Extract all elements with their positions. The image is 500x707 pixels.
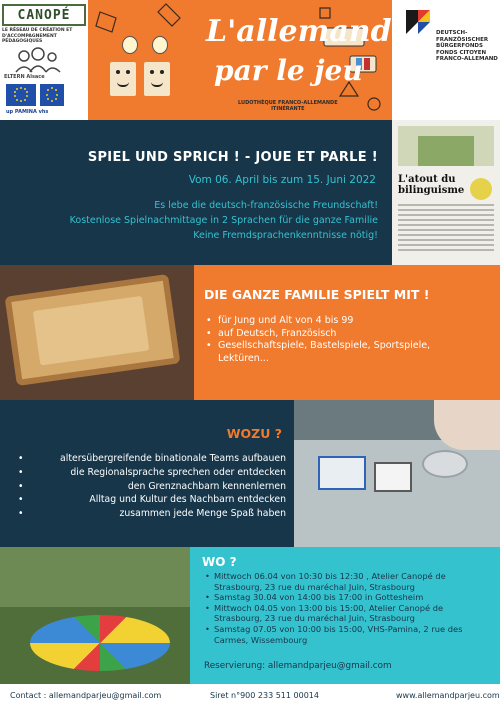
wo-list [204,571,494,645]
partner-logos-left [0,0,88,120]
list-item-continuation: Lektüren... [218,352,269,364]
fonds-logo [392,0,500,120]
eltern-logo-icon [10,44,66,74]
family-section [194,265,500,400]
eu-flag-icon [6,84,36,106]
crafting-table-photo [294,400,500,547]
fonds-line: DEUTSCH- [436,30,468,36]
wozu-title: WOZU ? [226,426,282,441]
container-icon [318,456,366,490]
contact-email[interactable]: Contact : allemandparjeu@gmail.com [10,691,162,700]
bowl-icon [422,450,468,478]
list-item: • die Regionalsprache sprechen oder entdecken [18,466,286,480]
family-list [204,315,494,365]
reservation-text: Reservierung: allemandparjeu@gmail.com [204,661,392,671]
newspaper-badge-icon [470,178,492,200]
intro-line: Es lebe die deutsch-französische Freundschaft! [154,200,378,211]
fonds-line: FRANZÖSISCHER [436,36,489,43]
list-item: • altersübergreifende binationale Teams aufbauen [18,452,286,466]
header [0,0,500,120]
eu-flag-icon [40,84,64,106]
fonds-line: FRANCO-ALLEMAND [436,56,498,62]
intro-line: Kostenlose Spielnachmittage in 2 Sprachen für die ganze Familie [69,215,378,226]
wo-title: WO ? [202,555,237,569]
smiling-pot-icon [144,62,170,96]
list-item-continuation: Strasbourg, 23 rue du maréchal Juin, Strasbourg [214,613,415,624]
wozu-section [0,400,294,547]
fonds-line: BÜRGERFONDS [436,43,483,49]
list-item: • Mittwoch 04.05 von 13:00 bis 15:00, Atelier Canopé de [204,603,494,614]
upp-logo-label: up PAMINA vhs [6,109,49,115]
hero-subtitle-line2: ITINÉRANTE [271,106,305,112]
hero-banner [88,0,392,120]
list-item: • Samstag 07.05 von 10:00 bis 15:00, VHS-Pamina, 2 rue des [204,624,494,635]
hero-subtitle [238,100,338,112]
list-item: • für Jung und Alt von 4 bis 99 [204,315,494,328]
newspaper-headline: L'atout du bilinguisme [398,174,465,196]
smiling-pot-icon [110,62,136,96]
canope-logo-text: CANOPÉ [17,7,71,23]
wooden-board-icon [5,274,181,386]
list-item: • Gesellschaftspiele, Bastelspiele, Sportspiele, [204,340,494,353]
intro-title: SPIEL UND SPRICH ! - JOUE ET PARLE ! [87,150,378,165]
family-title: DIE GANZE FAMILIE SPIELT MIT ! [204,287,430,302]
footer [0,684,500,707]
wozu-list [18,452,286,521]
list-item: • Mittwoch 06.04 von 10:30 bis 12:30 , Atelier Canopé de [204,571,494,582]
newspaper-photo [398,126,494,166]
list-item: • zusammen jede Menge Spaß haben [18,507,286,521]
list-item: • Alltag und Kultur des Nachbarn entdecken [18,493,286,507]
intro-section [0,120,392,265]
fonds-logo-icon [402,6,434,38]
website-link[interactable]: www.allemandparjeu.com [396,691,500,700]
intro-date: Vom 06. April bis zum 15. Juni 2022 [188,174,376,186]
canope-tagline: LE RÉSEAU DE CRÉATION ET D'ACCOMPAGNEMENT PÉDAGOGIQUES [2,28,73,44]
hero-title-line2: par le jeu [214,54,363,87]
container-icon [374,462,412,492]
canope-logo [2,4,86,26]
intro-line: Keine Fremdsprachenkenntnisse nötig! [193,230,378,241]
hero-title-line1: L'allemand [206,14,392,49]
fonds-logo-text [436,30,498,63]
list-item-continuation: Strasbourg, 23 rue du maréchal Juin, Strasbourg [214,581,415,592]
parachute-icon [30,615,170,671]
list-item: • auf Deutsch, Französisch [204,328,494,341]
parachute-game-photo [0,547,190,684]
list-item-continuation: Carmes, Wissembourg [214,634,308,645]
bulb-icon [122,36,138,54]
board-game-photo [0,265,194,400]
bulb-icon [152,36,168,54]
eltern-logo-label: ELTERN Alsace [4,74,45,80]
hero-subtitle-line1: LUDOTHÈQUE FRANCO-ALLEMANDE [238,100,338,106]
list-item: • den Grenznachbarn kennenlernen [18,480,286,494]
list-item: • Samstag 30.04 von 14:00 bis 17:00 in Gottesheim [204,592,494,603]
newspaper-clipping-image [392,120,500,265]
newspaper-text-lines [398,204,494,254]
siret-number: Siret n°900 233 511 00014 [210,691,319,700]
fonds-line: FONDS CITOYEN [436,49,487,56]
wo-section [190,547,500,684]
